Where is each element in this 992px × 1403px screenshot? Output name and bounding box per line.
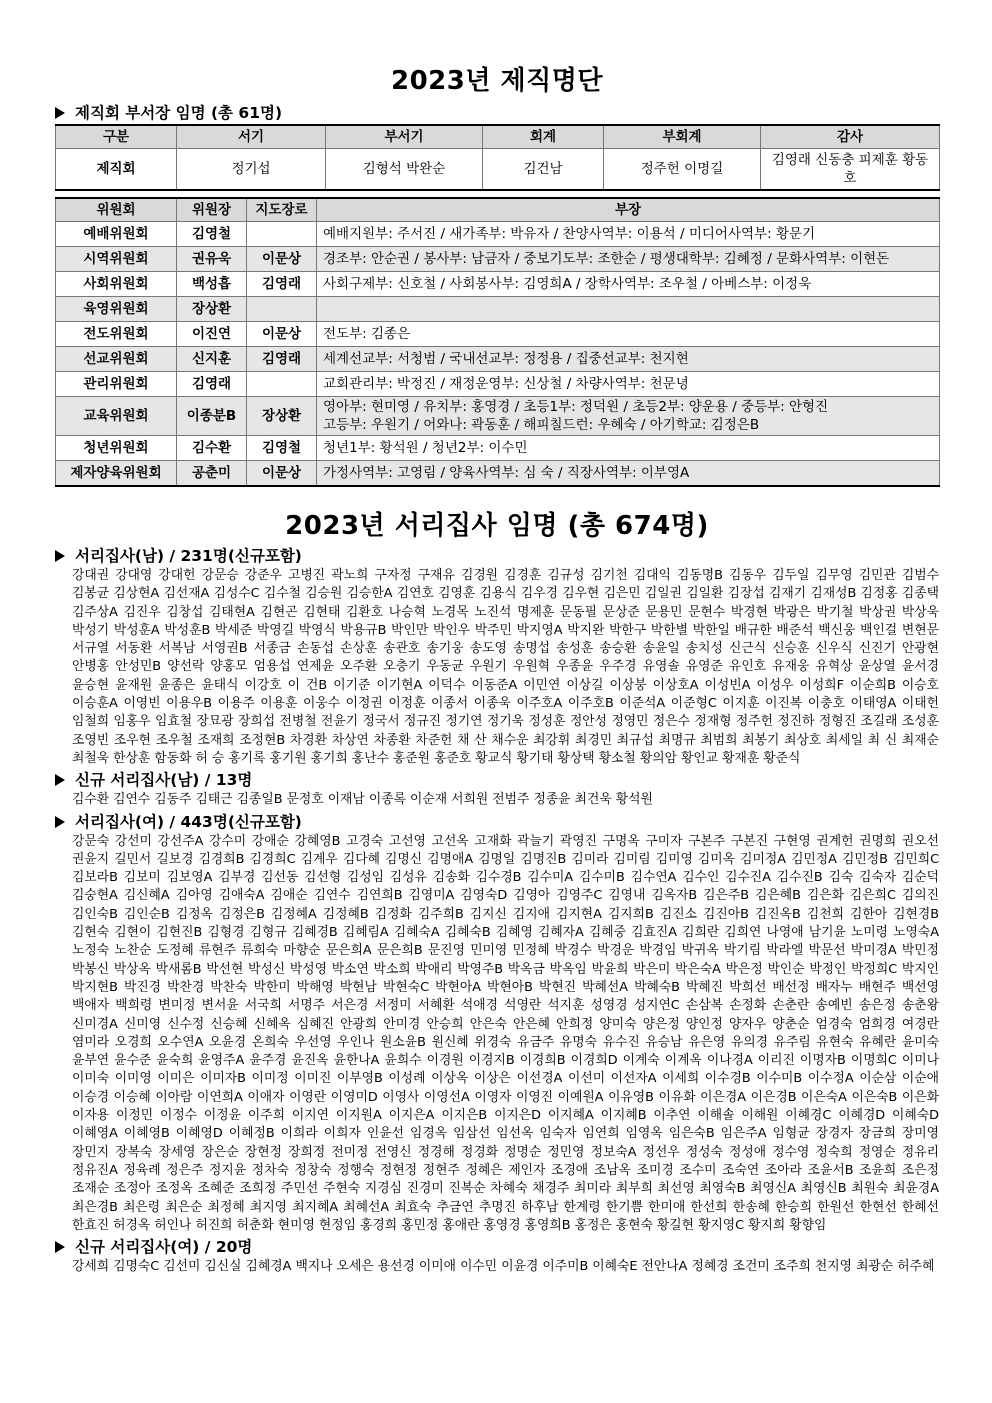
header-cell: 감사 [761,125,940,149]
header-cell: 지도장로 [247,198,317,222]
dept-line: 예배지원부: 주서진 / 새가족부: 박유자 / 찬양사역부: 이용석 / 미디어사역부: 황문기 [323,226,816,242]
officers-heading [55,102,939,124]
table-cell: 김영래 [247,347,317,372]
table-row [56,247,940,272]
table-cell: 이문상 [247,247,317,272]
header-cell: 부장 [317,198,940,222]
table-cell [317,461,940,487]
officers-data-row [56,149,940,191]
dept-line: 가정사역부: 고영림 / 양육사역부: 심 숙 / 직장사역부: 이부영A [323,465,690,481]
second-title: 2023년 서리집사 임명 (총 674명) [285,511,709,541]
section-heading [55,1236,939,1258]
section-heading-text: 신규 서리집사(남) / 13명 [75,771,253,790]
dept-line: 전도부: 김종은 [323,326,411,342]
table-cell: 선교위원회 [56,347,177,372]
committee-table [55,197,940,487]
section-heading [55,545,939,567]
name-list: 강대권 강대영 강대헌 강문승 강준우 고병진 곽노희 구자정 구재유 김경원 김경훈 김규성 김기천 김대익 김동명B 김동우 김두일 김무영 김민관 김범수 김봉균 김상현A 김선재A 김성수C 김수철 김승원 김승한A 김연호 김영훈 김용식 김우경 김우현 김은민 김일권 김일환 김장섭 김재기 김재성B 김정홍 김종택 김주상A 김진우 김창섭 김태현A 김현곤 김현태 김환호 나승혁 노경목 노진석 명제훈 문동필 문상준 문용민 문현수 박경현 박광은 박기철 박상권 박상욱 박성기 박성훈A 박성훈B 박세준 박영길 박영식 박용규B 박인만 박인우 박주민 박지영A 박지완 박한구 박한별 박한일 배규한 배준석 백신웅 백인걸 변현문 서규열 서동환 서복남 서영권B 서종금 손동섭 손상훈 송관호 송기웅 송도영 송명섭 송성훈 송승환 송윤일 송치성 신근식 신승훈 신우식 신진기 안광현 안병홍 안성민B 양선락 양홍모 엄용섭 연제윤 오주환 오충기 우동균 우원기 우원혁 우종윤 우주경 유영솔 유영준 유인호 유재웅 유혁상 윤상열 윤서경 윤승현 윤재원 윤종은 윤태식 이강호 이 건B 이기준 이기현A 이덕수 이동준A 이민연 이상길 이상붕 이상호A 이성빈A 이성우 이성희F 이순희B 이승호 이승훈A 이영빈 이용우B 이용주 이용훈 이웅수 이정권 이정훈 이종서 이종욱 이주호A 이주호B 이준석A 이준형C 이지훈 이진복 이충호 이태영A 이태헌 임철희 임홍우 임효철 장묘광 장희섭 전병철 전윤기 정국서 정규진 정기연 정기욱 정성훈 정안성 정영민 정은수 정재형 정주헌 정진하 정형진 조길래 조성훈 조영빈 조우현 조우철 조재희 조정현B 차경환 차상연 차종환 차준헌 채 산 채수운 최강휘 최경민 최규섭 최명규 최범희 최봉기 최상호 최세일 최 신 최재순 최철욱 한상훈 함동화 허 승 홍기록 홍기원 홍기희 홍난수 홍준원 홍준호 황교식 황기태 황상택 황소철 황의암 황인교 황재훈 황준식 [72,568,939,766]
section-heading-text: 서리집사(남) / 231명(신규포함) [75,547,302,565]
deacon-sections [55,545,939,1276]
table-cell: 전도위원회 [56,322,177,347]
table-cell: 정기섭 [177,149,326,191]
dept-line: 사회구제부: 신호철 / 사회봉사부: 김영희A / 장학사역부: 조우철 / 아베스부: 이정욱 [323,276,812,292]
table-cell: 교육위원회 [56,397,177,436]
name-list: 강세희 김명숙C 김선미 김신실 김혜경A 백지나 오세은 용선경 이미애 이수민 이윤경 이주미B 이혜숙E 전안나A 정혜경 조건미 조주희 천지영 최광순 허주혜 [72,1259,935,1275]
table-cell [317,322,940,347]
table-cell [317,272,940,297]
triangle-bullet-icon [55,107,65,119]
table-row [56,322,940,347]
section-heading [55,769,939,791]
table-cell: 정주헌 이명길 [604,149,761,191]
table-cell: 김수환 [177,436,247,461]
table-row [56,297,940,322]
table-row [56,436,940,461]
main-title: 2023년 제직명단 [391,66,603,96]
header-cell: 위원장 [177,198,247,222]
table-cell: 육영위원회 [56,297,177,322]
table-cell: 백성흡 [177,272,247,297]
name-list: 김수환 김연수 김동주 김태근 김종일B 문정호 이재남 이종록 이순재 서희원 전범주 정종윤 최건욱 황석원 [72,792,653,808]
table-cell [247,372,317,397]
officers-table [55,124,940,191]
table-cell: 김형석 박완순 [326,149,483,191]
table-row [56,347,940,372]
table-cell: 제직회 [56,149,177,191]
table-cell: 사회위원회 [56,272,177,297]
officers-header-row [56,125,940,149]
table-cell: 김영래 [177,372,247,397]
table-cell [317,436,940,461]
header-cell: 위원회 [56,198,177,222]
header-cell: 부회계 [604,125,761,149]
committee-header-row [56,198,940,222]
triangle-bullet-icon [55,550,65,562]
table-cell: 김영철 [177,222,247,247]
dept-line: 경조부: 안순권 / 봉사부: 남금자 / 중보기도부: 조한순 / 평생대학부: 김혜정 / 문화사역부: 이현돈 [323,251,890,267]
table-cell [317,372,940,397]
table-cell: 공춘미 [177,461,247,487]
dept-line: 교회관리부: 박정진 / 재정운영부: 신상철 / 차량사역부: 천문녕 [323,376,689,392]
table-cell: 김건남 [483,149,604,191]
table-cell [317,397,940,436]
table-row [56,397,940,436]
table-row [56,272,940,297]
header-cell: 회계 [483,125,604,149]
table-cell: 관리위원회 [56,372,177,397]
triangle-bullet-icon [55,816,65,828]
table-cell: 청년위원회 [56,436,177,461]
table-cell: 이문상 [247,461,317,487]
section-heading-text: 서리집사(여) / 443명(신규포함) [75,812,302,831]
document-page [55,64,939,1276]
triangle-bullet-icon [55,774,65,786]
dept-line: 고등부: 우원기 / 어와나: 곽동훈 / 해피칠드런: 우혜숙 / 아기학교: 김정은B [323,417,760,433]
table-row [56,372,940,397]
section-heading-text: 신규 서리집사(여) / 20명 [75,1238,253,1257]
table-cell: 이종분B [177,397,247,436]
table-cell: 김영래 신동충 피제훈 황동호 [761,149,940,191]
table-cell: 김영래 [247,272,317,297]
table-row [56,222,940,247]
table-cell [317,347,940,372]
header-cell: 서기 [177,125,326,149]
table-cell [317,297,940,322]
triangle-bullet-icon [55,1241,65,1253]
table-cell [317,222,940,247]
table-cell: 시역위원회 [56,247,177,272]
table-cell: 장상환 [247,397,317,436]
dept-line: 청년1부: 황석원 / 청년2부: 이수민 [323,440,528,456]
header-cell: 부서기 [326,125,483,149]
dept-line: 영아부: 현미영 / 유치부: 홍영경 / 초등1부: 정덕원 / 초등2부: 양운용 / 중등부: 안형진 [323,399,829,415]
dept-line: 세계선교부: 서청범 / 국내선교부: 정정용 / 집중선교부: 천지현 [323,351,689,367]
officers-heading-text: 제직회 부서장 임명 (총 61명) [75,104,283,122]
table-cell: 장상환 [177,297,247,322]
name-list: 강문숙 강선미 강선주A 강수미 강애순 강혜영B 고경숙 고선영 고선옥 고재화 곽늘기 곽영진 구명옥 구미자 구본주 구본진 구현영 권계헌 권명희 권오선 권윤지 길민서 길보경 김경희B 김경희C 김계우 김다혜 김명신 김명애A 김명일 김명진B 김미라 김미림 김미영 김미옥 김미정A 김민정A 김민정B 김민희C 김보라B 김보미 김보영A 김부경 김선동 김선형 김성임 김성유 김송화 김수경B 김수미A 김수미B 김수연A 김수인 김수진A 김수진B 김숙 김숙자 김순덕 김숭현A 김신혜A 김아영 김애숙A 김애순 김연수 김연희B 김영미A 김영숙D 김영아 김영주C 김영내 김옥자B 김은주B 김은혜B 김은화 김은희C 김의진 김인숙B 김인순B 김정옥 김정은B 김정혜A 김정혜B 김정화 김주희B 김지신 김지애 김지현A 김지희B 김진소 김진아B 김진옥B 김천희 김한아 김현경B 김현숙 김현이 김현진B 김형경 김형규 김혜경B 김혜림A 김혜숙A 김혜숙B 김혜영 김혜자A 김혜중 김효진A 김희란 김희연 나영애 남기윤 노미령 노영숙A 노정숙 노찬순 도정혜 류현주 류희숙 마향순 문은희A 문은희B 문진영 민미영 민정혜 박경수 박경운 박경임 박귀옥 박기림 박라엘 박문선 박미경A 박민정 박봉신 박상옥 박새롬B 박선현 박성신 박성영 박소연 박소희 박애리 박영주B 박옥금 박옥임 박윤희 박은미 박은숙A 박은정 박인순 박정인 박정희C 박지인 박지현B 박진경 박찬경 박찬숙 박한미 박해영 박현남 박현숙C 박현아A 박현아B 박현진 박혜선A 박혜숙B 박혜진 박희선 배선정 배자누 배현주 백선영 백애자 백희령 변미정 변서윤 서국희 서명주 서은경 서정미 서혜환 석애경 석영란 석지훈 성영경 성지연C 손삼복 손정화 손춘란 송예빈 송은정 송춘왕 신미경A 신미영 신수정 신승혜 신혜옥 심혜진 안광희 안미경 안승희 안은숙 안은혜 안희정 양미숙 양은정 양인정 양자우 양춘순 엄경숙 엄희경 여경란 염미라 오경희 오수연A 오윤경 온희숙 우선영 우인나 원소윤B 원신혜 위경숙 유금주 유명숙 유수진 유승남 유은영 유의경 유주림 유현숙 유혜란 윤미숙 윤부연 윤수준 윤숙희 윤영주A 윤주경 윤진옥 윤한나A 윤희수 이경원 이경지B 이경희B 이경희D 이계숙 이계옥 이나경A 이리진 이명자B 이명희C 이미나 이미숙 이미영 이미은 이미자B 이미정 이미진 이부영B 이성례 이상옥 이상은 이선경A 이선미 이선자A 이세희 이수경B 이수미B 이수정A 이순삼 이순애 이승경 이승혜 이아람 이연희A 이애자 이영란 이영미D 이영사 이영선A 이영자 이영진 이예원A 이유영B 이유화 이은경A 이은경B 이은숙A 이은숙B 이은화 이자용 이정민 이정수 이정윤 이주희 이지연 이지원A 이지은A 이지은B 이지은D 이지혜A 이지혜B 이추연 이해솔 이해원 이혜경C 이혜경D 이혜숙D 이혜영A 이혜영B 이혜영D 이혜정B 이희라 이희자 인윤선 임경옥 임삼선 임선옥 임숙자 임연희 임영옥 임은숙B 임은주A 임형균 장경자 장금희 장미영 장민지 장복숙 장세영 장은순 장현정 장희정 전미정 전영신 정경해 정경화 정명순 정민영 정보숙A 정선우 정성숙 정성애 정수영 정숙희 정영순 정유리 정유진A 정육례 정은주 정지윤 정차숙 정창숙 정행숙 정현정 정현주 정혜은 제인자 조경애 조남옥 조미경 조수미 조숙연 조아라 조윤서B 조윤희 조은정 조재순 조정아 조정옥 조혜준 조희정 주민선 주현숙 지경심 진경미 진복순 차혜숙 채경주 최미라 최부희 최선영 최영숙B 최영신A 최영신B 최원숙 최윤경A 최은경B 최은령 최은순 최정혜 최지영 최지혜A 최혜선A 최효숙 추금연 추명진 하후남 한계령 한기쁨 한미애 한선희 한송혜 한승희 한원선 한현선 한혜선 한효진 허경옥 허인나 허진희 허춘화 현미영 현정임 홍경희 홍민정 홍애란 홍영경 홍영희B 홍정은 홍현숙 황길현 황지영C 황지희 황향임 [72,833,939,1233]
table-row [56,461,940,487]
table-cell: 신지훈 [177,347,247,372]
table-cell: 이문상 [247,322,317,347]
table-cell: 권유욱 [177,247,247,272]
table-cell: 김영철 [247,436,317,461]
table-cell [247,297,317,322]
table-cell: 제자양육위원회 [56,461,177,487]
table-cell [247,222,317,247]
table-cell: 예배위원회 [56,222,177,247]
section-heading [55,811,939,833]
table-cell: 이진연 [177,322,247,347]
table-cell [317,247,940,272]
header-cell: 구분 [56,125,177,149]
